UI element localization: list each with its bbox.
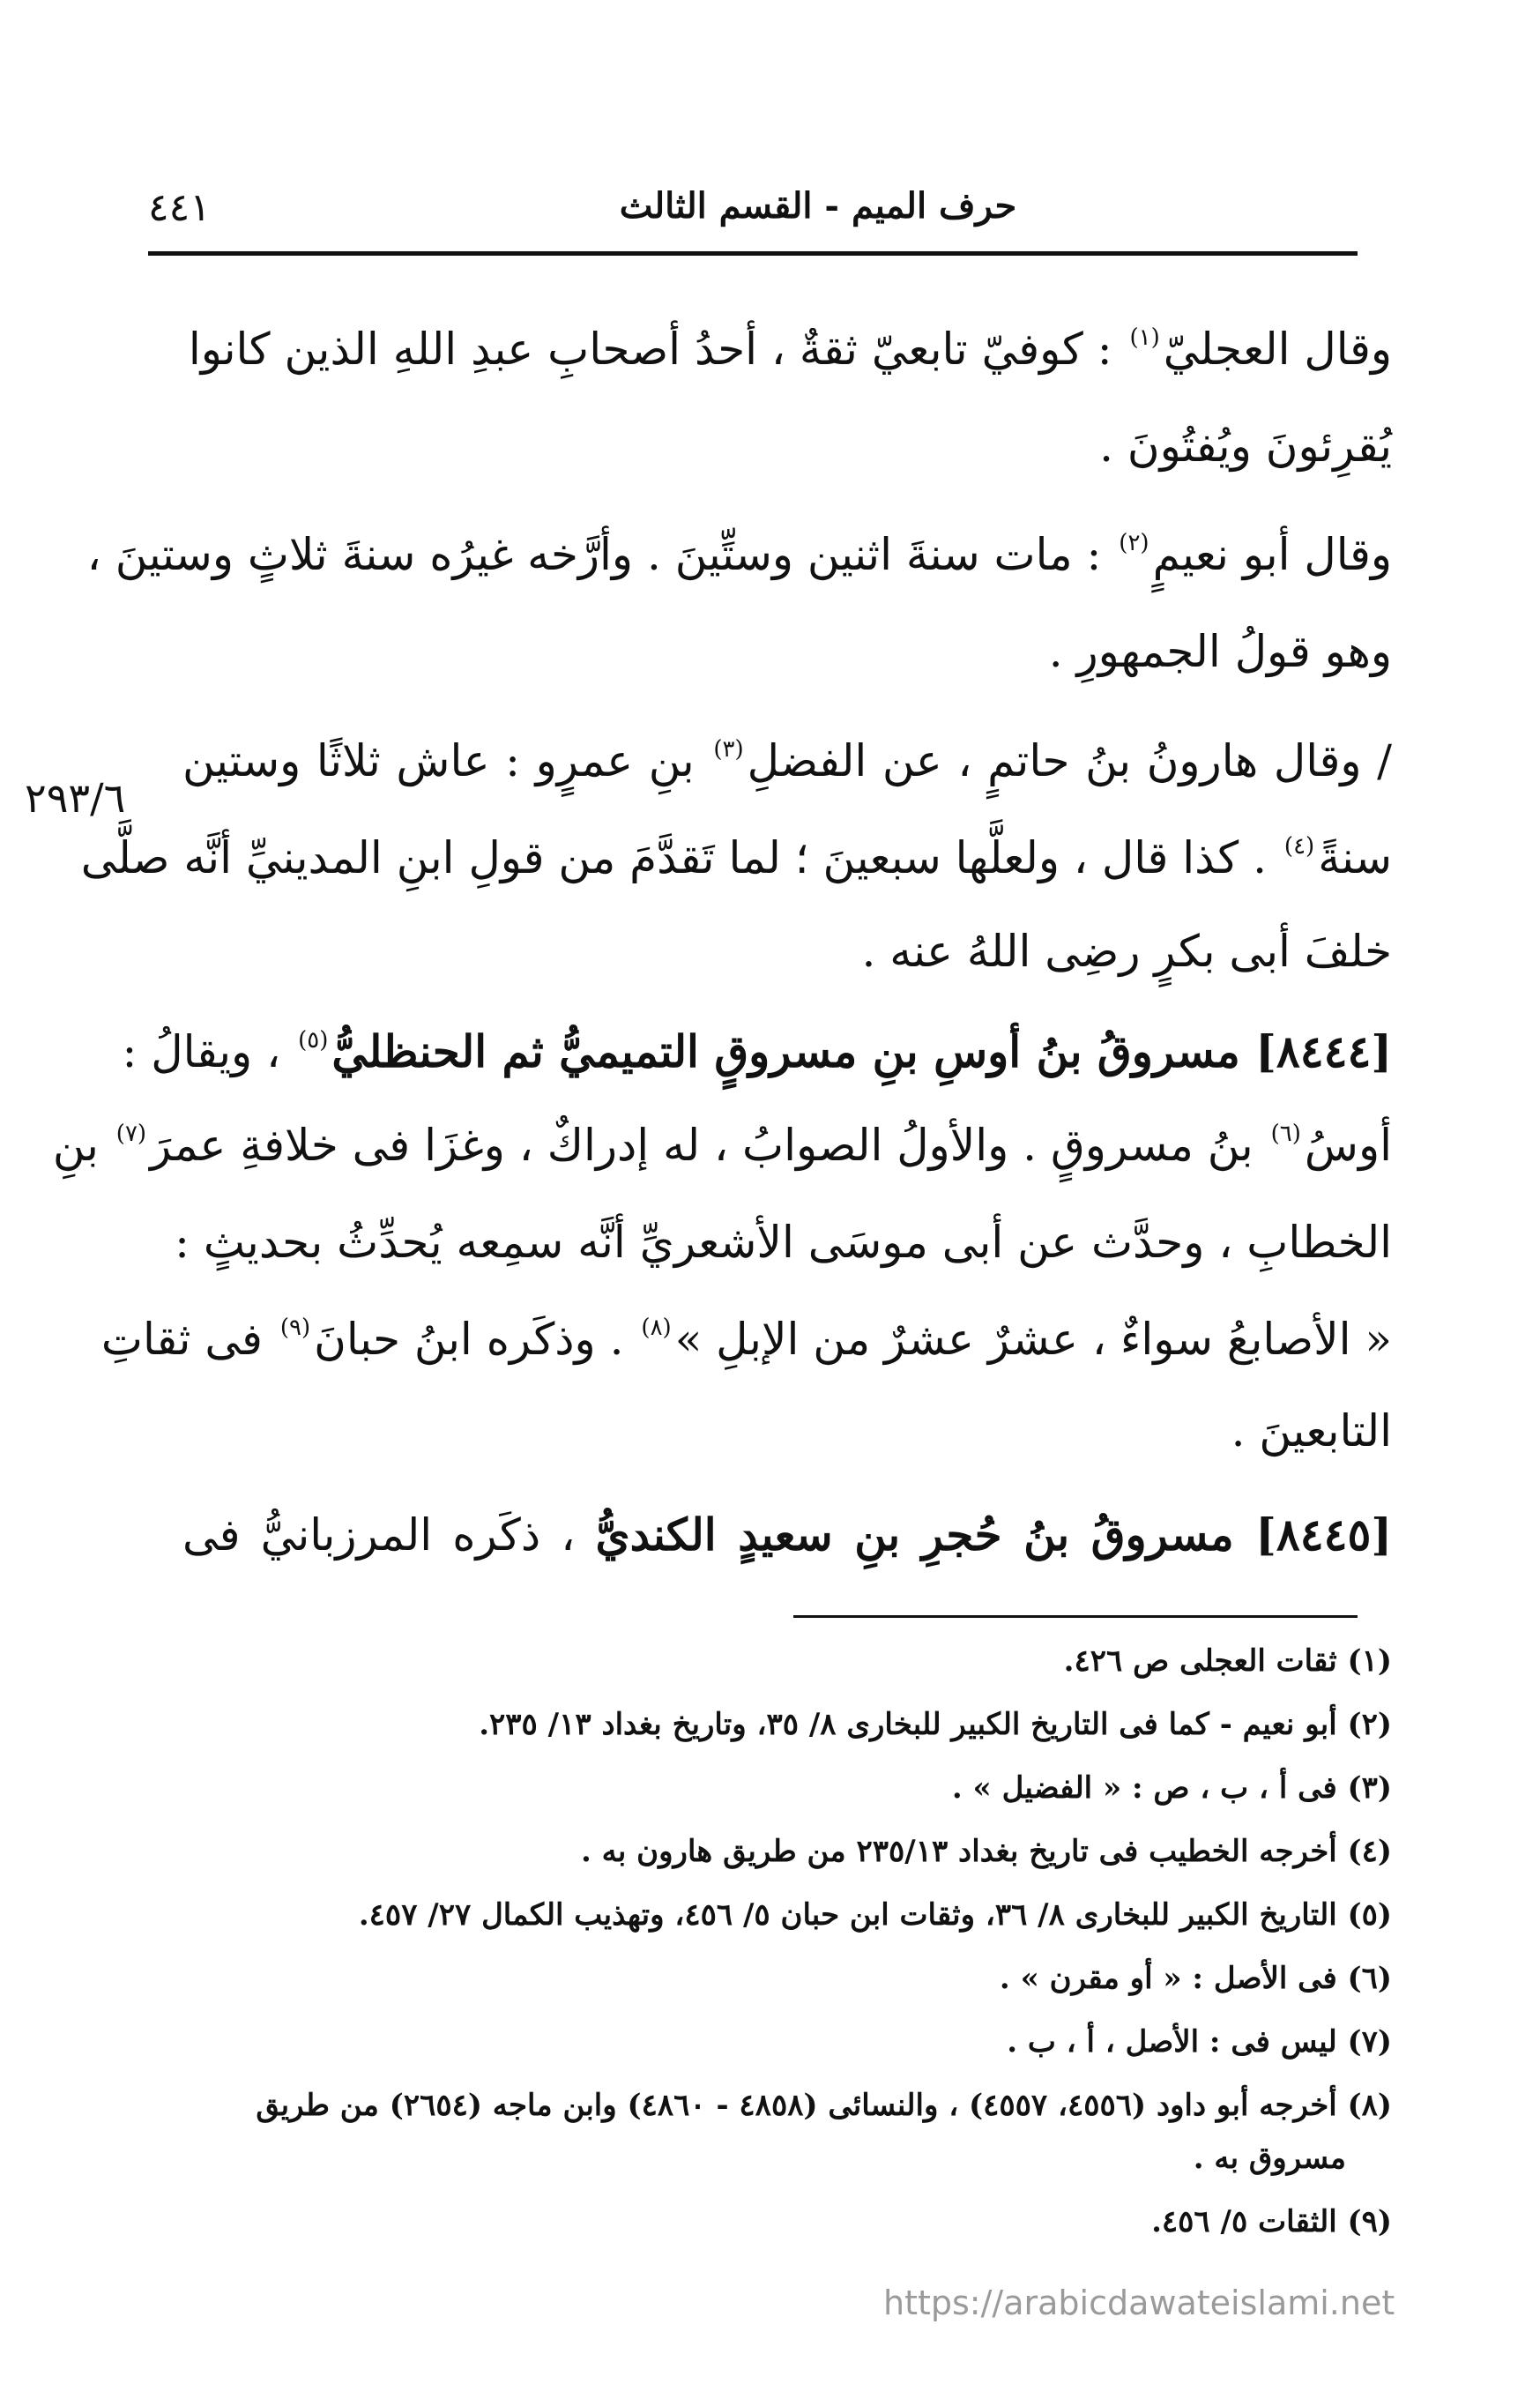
footnote-ref: (٨) xyxy=(641,1315,672,1341)
footnote-ref: (٢) xyxy=(1119,530,1149,556)
body-line: « الأصابعُ سواءٌ ، عشرٌ عشرٌ من الإبلِ »$^{(٨)}$ . وذكَره ابنُ حبانَ$^{(٩)}$ فى ثقاتِ xyxy=(100,1314,1392,1365)
entry-title-8445: [٨٤٤٥] مسروقُ بنُ حُجرِ بنِ سعيدٍ الكنديُّ xyxy=(595,1509,1392,1561)
body-line: / وقال هارونُ بنُ حاتمٍ ، عن الفضلِ$^{(٣)}$ بنِ عمرٍو : عاش ثلاثًا وستين xyxy=(182,735,1392,786)
header-rule xyxy=(148,251,1358,256)
footnote: (٤) أخرجه الخطيب فى تاريخ بغداد ٢٣٥/١٣ من طريق هارون به . xyxy=(580,1834,1392,1869)
footnote-ref: (٤) xyxy=(1283,833,1315,860)
body-line: التابعينَ . xyxy=(1231,1405,1392,1457)
entry-heading-line: [٨٤٤٥] مسروقُ بنُ حُجرِ بنِ سعيدٍ الكنديُّ ، ذكَره المرزبانيُّ فى xyxy=(182,1509,1392,1561)
footnote-ref: (٧) xyxy=(115,1121,147,1147)
header-title: حرف الميم - القسم الثالث xyxy=(619,185,1017,227)
body-line: أوسُ$^{(٦)}$ بنُ مسروقٍ . والأولُ الصوابُ ، له إدراكٌ ، وغزَا فى خلافةِ عمرَ$^{(٧)}$ بنِ xyxy=(52,1120,1392,1171)
footnote-ref: (٩) xyxy=(279,1315,311,1341)
footnote: (١) ثقات العجلى ص ٤٢٦. xyxy=(1063,1643,1392,1679)
footnote: (٣) فى أ ، ب ، ص : « الفضيل » . xyxy=(951,1770,1392,1806)
footnote: (٦) فى الأصل : « أو مقرن » . xyxy=(999,1961,1392,1996)
footnote-ref: (٣) xyxy=(713,736,744,763)
body-line: يُقرِئونَ ويُفتُونَ . xyxy=(1099,421,1392,472)
body-line: خلفَ أبى بكرٍ رضِى اللهُ عنه . xyxy=(861,926,1392,977)
body-line: الخطابِ ، وحدَّث عن أبى موسَى الأشعريِّ أنَّه سمِعه يُحدِّثُ بحديثٍ : xyxy=(175,1217,1392,1268)
footnote: (٧) ليس فى : الأصل ، أ ، ب . xyxy=(1007,2024,1392,2060)
entry-heading-line: [٨٤٤٤] مسروقُ بنُ أوسِ بنِ مسروقٍ التميميُّ ثم الحنظليُّ$^{(٥)}$ ، ويقالُ : xyxy=(122,1025,1392,1077)
footnote-continuation: مسروق به . xyxy=(1193,2141,1346,2176)
footnote: (٩) الثقات ٥/ ٤٥٦. xyxy=(1151,2204,1392,2239)
footnote: (٢) أبو نعيم - كما فى التاريخ الكبير للبخارى ٨/ ٣٥، وتاريخ بغداد ١٣/ ٢٣٥. xyxy=(479,1707,1392,1742)
page-number: ٤٤١ xyxy=(148,185,211,230)
entry-title-8444: [٨٤٤٤] مسروقُ بنُ أوسِ بنِ مسروقٍ التميميُّ ثم الحنظليُّ xyxy=(331,1025,1392,1077)
margin-volume-page-note: ٢٩٣/٦ xyxy=(25,774,126,822)
footnote-ref: (١) xyxy=(1129,324,1160,351)
body-line: وقال أبو نعيمٍ$^{(٢)}$ : مات سنةَ اثنين وستِّينَ . وأرَّخه غيرُه سنةَ ثلاثٍ وستينَ ، xyxy=(86,529,1392,580)
body-line: سنةً$^{(٤)}$ . كذا قال ، ولعلَّها سبعينَ ؛ لما تَقدَّمَ من قولِ ابنِ المدينيِّ أنَّه صلَّى xyxy=(80,832,1392,883)
footnote-ref: (٦) xyxy=(1270,1121,1301,1147)
footnote: (٨) أخرجه أبو داود (٤٥٥٦، ٤٥٥٧) ، والنسائى (٤٨٥٨ - ٤٨٦٠) وابن ماجه (٢٦٥٤) من طريق xyxy=(256,2088,1392,2123)
footnote-rule xyxy=(793,1615,1358,1618)
watermark-url: https://arabicdawateislami.net xyxy=(883,2284,1395,2322)
running-header xyxy=(148,185,1358,238)
body-line: وقال العجليّ$^{(١)}$ : كوفيّ تابعيّ ثقةٌ ، أحدُ أصحابِ عبدِ اللهِ الذين كانوا xyxy=(188,324,1392,375)
footnote: (٥) التاريخ الكبير للبخارى ٨/ ٣٦، وثقات ابن حبان ٥/ ٤٥٦، وتهذيب الكمال ٢٧/ ٤٥٧. xyxy=(358,1897,1392,1933)
footnote-ref: (٥) xyxy=(298,1027,329,1054)
body-line: وهو قولُ الجمهورِ . xyxy=(1048,626,1392,677)
